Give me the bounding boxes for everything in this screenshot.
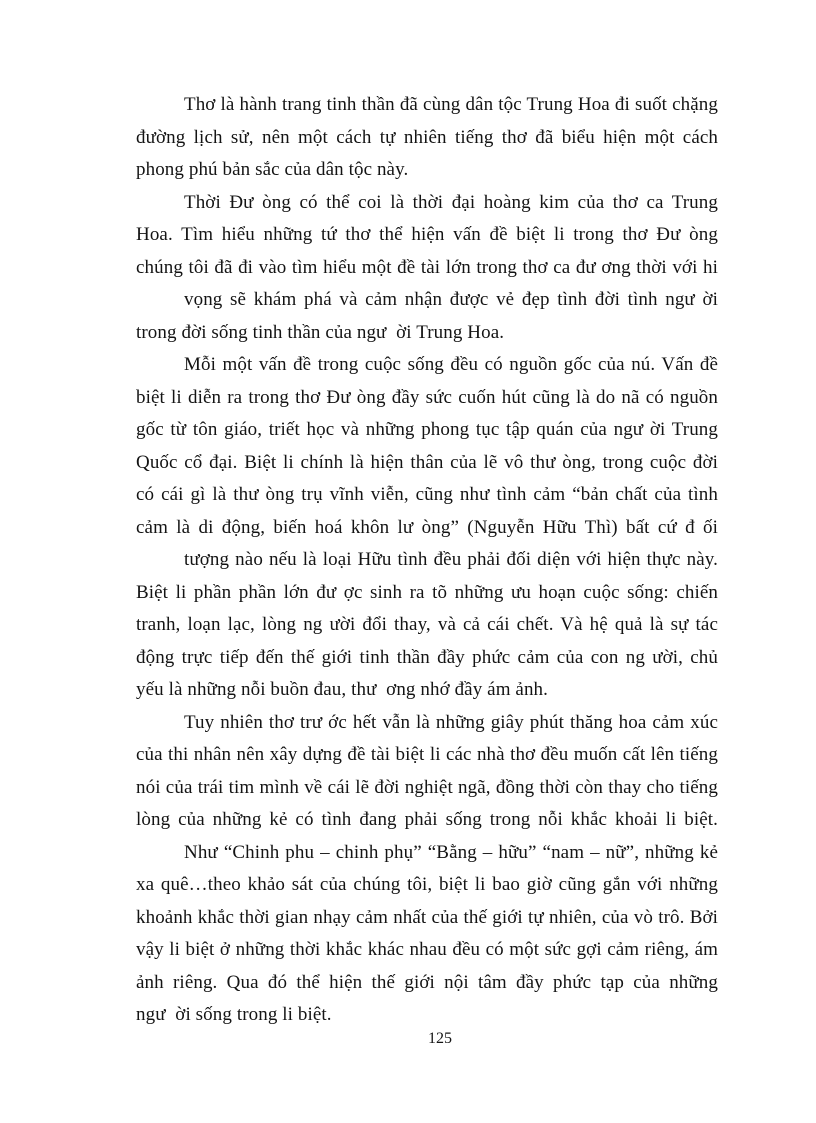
text-line: trong đời sống tinh thần của ngư ời Trung Hoa.	[136, 322, 505, 343]
text-line: nói của trái tim mình về cái lẽ đời nghiệt ngã, đồng thời còn thay cho tiếng	[136, 777, 718, 798]
text-line: gốc từ tôn giáo, triết học và những phong tục tập quán của ngư ời Trung	[136, 419, 718, 440]
text-line: Hoa. Tìm hiểu những tứ thơ thể hiện vấn đề biệt li trong thơ Đư òng	[136, 224, 718, 245]
text-line: của thi nhân nên xây dựng đề tài biệt li các nhà thơ đều muốn cất lên tiếng	[136, 744, 718, 765]
text-line: động trực tiếp đến thế giới tinh thần đầy phức cảm của con ng ười, chủ	[136, 647, 718, 668]
text-line: ngư ời sống trong li biệt.	[136, 1004, 332, 1025]
text-line: yếu là những nỗi buồn đau, thư ơng nhớ đầy ám ảnh.	[136, 679, 549, 700]
text-line: đường lịch sử, nên một cách tự nhiên tiếng thơ đã biểu hiện một cách	[136, 127, 718, 148]
page-number: 125	[428, 1030, 452, 1047]
text-line: Thơ là hành trang tinh thần đã cùng dân tộc Trung Hoa đi suốt chặng	[184, 94, 718, 115]
text-line: cảm là di động, biến hoá khôn lư òng” (Nguyễn Hữu Thì) bất cứ đ ối	[136, 517, 718, 538]
text-line: tượng nào nếu là loại Hữu tình đều phải đối diện với hiện thực này.	[184, 549, 718, 570]
text-line: Như “Chinh phu – chinh phụ” “Bằng – hữu” “nam – nữ”, những kẻ	[184, 842, 718, 863]
text-line: Biệt li phần phần lớn đư ợc sinh ra tõ những ưu hoạn cuộc sống: chiến	[136, 582, 718, 603]
text-line: vọng sẽ khám phá và cảm nhận được vẻ đẹp tình đời tình ngư ời	[184, 289, 718, 310]
text-line: Mỗi một vấn đề trong cuộc sống đều có nguồn gốc của nú. Vấn đề	[184, 354, 718, 375]
text-line: Thời Đư òng có thể coi là thời đại hoàng kim của thơ ca Trung	[184, 192, 718, 213]
text-line: xa quê…theo khảo sát của chúng tôi, biệt li bao giờ cũng gắn với những	[136, 874, 718, 895]
text-line: chúng tôi đã đi vào tìm hiểu một đề tài lớn trong thơ ca đư ơng thời với hi	[136, 257, 718, 278]
text-line: ảnh riêng. Qua đó thể hiện thế giới nội tâm đầy phức tạp của những	[136, 972, 718, 993]
text-line: tranh, loạn lạc, lòng ng ười đổi thay, và cả cái chết. Và hệ quả là sự tác	[136, 614, 718, 635]
text-line: phong phú bản sắc của dân tộc này.	[136, 159, 409, 180]
text-line: lòng của những kẻ có tình đang phải sống trong nỗi khắc khoải li biệt.	[136, 809, 718, 830]
text-line: có cái gì là thư òng trụ vĩnh viễn, cũng như tình cảm “bản chất của tình	[136, 484, 718, 505]
text-line: Quốc cổ đại. Biệt li chính là hiện thân của lẽ vô thư òng, trong cuộc đời	[136, 452, 718, 473]
text-line: vậy li biệt ở những thời khắc khác nhau đều có một sức gợi cảm riêng, ám	[136, 939, 718, 960]
text-line: khoảnh khắc thời gian nhạy cảm nhất của thế giới tự nhiên, của vò trô. Bởi	[136, 907, 718, 928]
text-line: Tuy nhiên thơ trư ớc hết vẫn là những giây phút thăng hoa cảm xúc	[184, 712, 718, 733]
text-line: biệt li diễn ra trong thơ Đư òng đầy sức cuốn hút cũng là do nã có nguồn	[136, 387, 718, 408]
